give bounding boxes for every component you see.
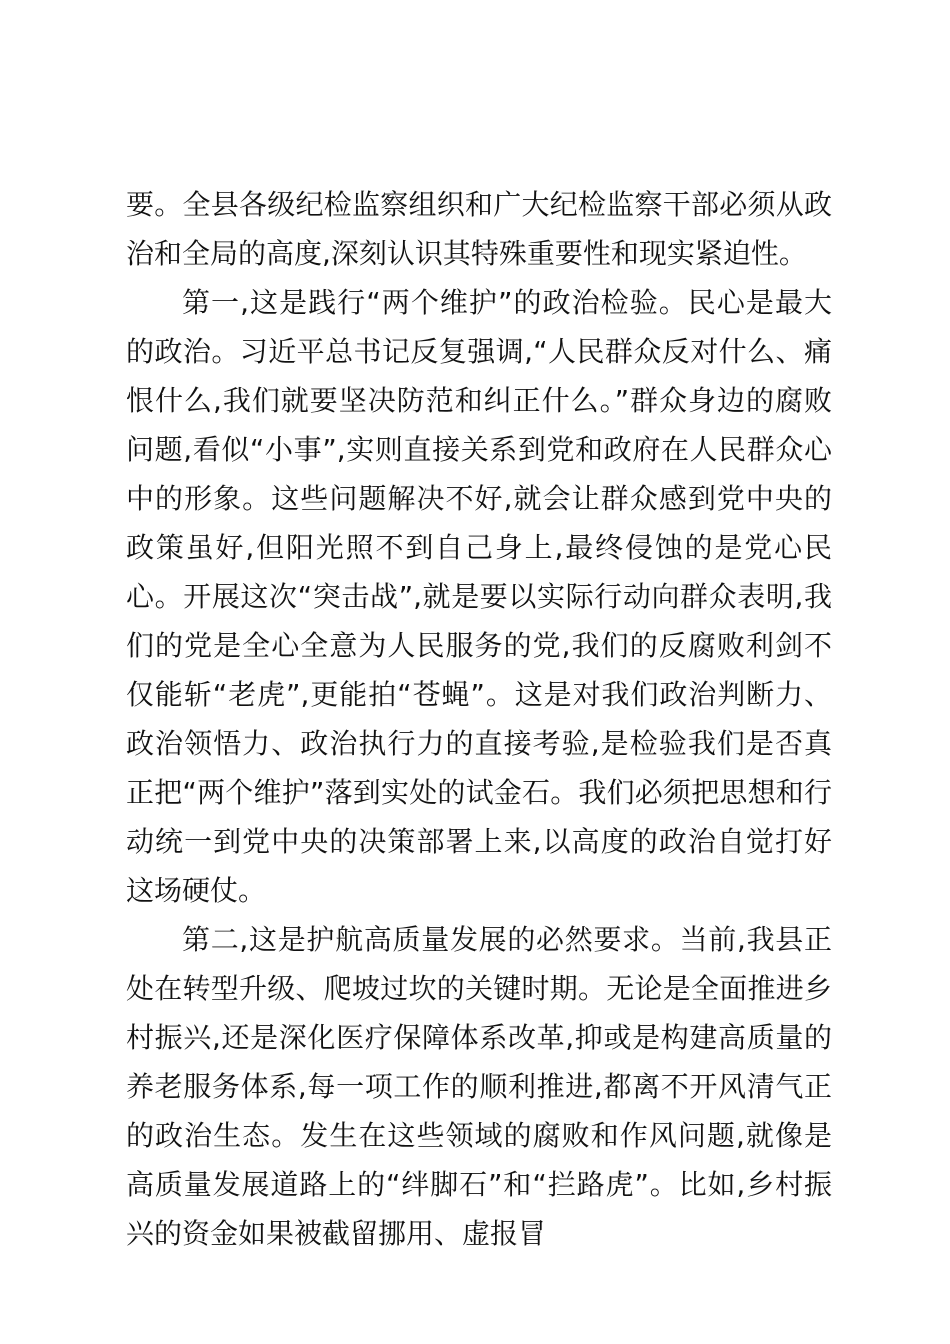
paragraph-first-point: 第一,这是践行“两个维护”的政治检验。民心是最大的政治。习近平总书记反复强调,“人民群众反对什么、痛恨什么,我们就要坚决防范和纠正什么。”群众身边的腐败问题,看似“小事”,实则直接关系到党和政府在人民群众心中的形象。这些问题解决不好,就会让群众感到党中央的政策虽好,但阳光照不到自己身上,最终侵蚀的是党心民心。开展这次“突击战”,就是要以实际行动向群众表明,我们的党是全心全意为人民服务的党,我们的反腐败利剑不仅能斩“老虎”,更能拍“苍蝇”。这是对我们政治判断力、政治领悟力、政治执行力的直接考验,是检验我们是否真正把“两个维护”落到实处的试金石。我们必须把思想和行动统一到党中央的决策部署上来,以高度的政治自觉打好这场硬仗。 — [126, 286, 832, 907]
paragraph-second-point: 第二,这是护航高质量发展的必然要求。当前,我县正处在转型升级、爬坡过坎的关键时期。无论是全面推进乡村振兴,还是深化医疗保障体系改革,抑或是构建高质量的养老服务体系,每一项工作的顺利推进,都离不开风清气正的政治生态。发生在这些领域的腐败和作风问题,就像是高质量发展道路上的“绊脚石”和“拦路虎”。比如,乡村振兴的资金如果被截留挪用、虚报冒 — [126, 923, 832, 1250]
paragraph-continuation: 要。全县各级纪检监察组织和广大纪检监察干部必须从政治和全局的高度,深刻认识其特殊重要性和现实紧迫性。 — [126, 188, 832, 270]
body-text — [126, 180, 832, 1258]
